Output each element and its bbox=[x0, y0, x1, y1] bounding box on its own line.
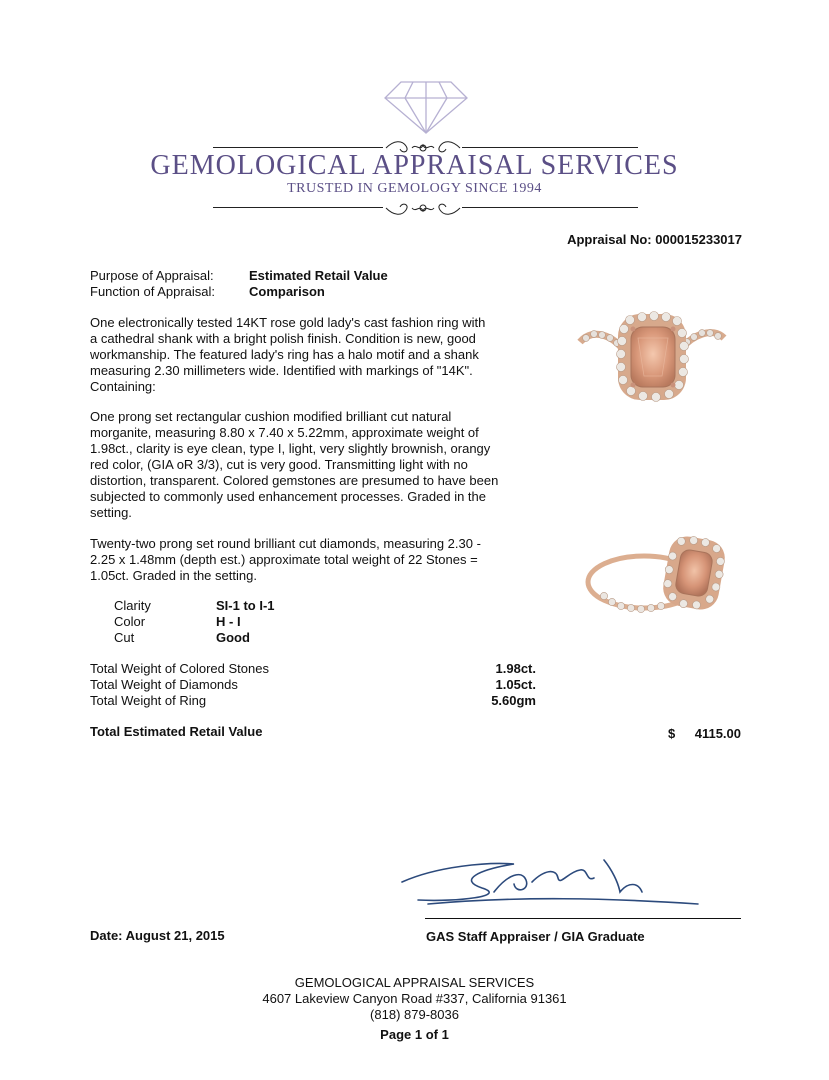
total-value-ring: 5.60gm bbox=[491, 693, 536, 708]
footer-address: 4607 Lakeview Canyon Road #337, California 91361 bbox=[262, 991, 567, 1006]
logo bbox=[0, 78, 829, 218]
grade-value-cut: Good bbox=[216, 630, 250, 645]
appraisal-no-value: 000015233017 bbox=[655, 232, 742, 247]
description-diamonds: Twenty-two prong set round brilliant cut diamonds, measuring 2.30 - 2.25 x 1.48mm (depth est.) approximate total weight of 22 Stones = 1.05ct. Graded in the setting. bbox=[90, 536, 481, 583]
page-number: Page 1 of 1 bbox=[380, 1027, 449, 1042]
purpose-label: Purpose of Appraisal: bbox=[90, 268, 214, 283]
appraiser-signature bbox=[398, 852, 718, 918]
ring-photo-angle-view bbox=[574, 524, 729, 634]
appraisal-date: Date: August 21, 2015 bbox=[90, 928, 225, 943]
logo-rule-bottom-right bbox=[462, 207, 638, 208]
total-value-colored-stones: 1.98ct. bbox=[495, 661, 536, 676]
appraisal-number bbox=[567, 232, 742, 248]
retail-value-label: Total Estimated Retail Value bbox=[90, 724, 263, 739]
total-label-ring: Total Weight of Ring bbox=[90, 693, 207, 708]
retail-value-amount: 4115.00 bbox=[694, 726, 741, 741]
grade-label-cut: Cut bbox=[114, 630, 135, 645]
appraiser-title: GAS Staff Appraiser / GIA Graduate bbox=[426, 929, 645, 944]
function-value: Comparison bbox=[249, 284, 325, 299]
company-tagline: TRUSTED IN GEMOLOGY SINCE 1994 bbox=[287, 181, 542, 196]
total-label-diamonds: Total Weight of Diamonds bbox=[90, 677, 238, 692]
retail-currency: $ bbox=[668, 726, 676, 741]
grade-value-color: H - I bbox=[216, 614, 241, 629]
logo-rule-top-left bbox=[213, 147, 383, 148]
description-ring: One electronically tested 14KT rose gold lady's cast fashion ring with a cathedral shank with a bright polish finish. Condition is new, good workmanship. The featured lady's ring has a halo motif and a shank measuring 2.30 millimeters wide. Identified with markings of "14K". Containing: bbox=[90, 315, 486, 394]
flourish-bottom-icon bbox=[384, 198, 462, 218]
ring-photo-top-view bbox=[574, 298, 729, 416]
signature-line bbox=[425, 918, 741, 919]
function-label: Function of Appraisal: bbox=[90, 284, 216, 299]
total-value-diamonds: 1.05ct. bbox=[495, 677, 536, 692]
appraisal-no-label: Appraisal No: bbox=[567, 232, 652, 247]
grade-label-color: Color bbox=[114, 614, 146, 629]
grade-value-clarity: SI-1 to I-1 bbox=[216, 598, 275, 613]
footer-phone: (818) 879-8036 bbox=[370, 1007, 459, 1022]
footer-company: GEMOLOGICAL APPRAISAL SERVICES bbox=[294, 975, 535, 990]
diamond-logo-icon bbox=[381, 78, 471, 136]
grade-label-clarity: Clarity bbox=[114, 598, 151, 613]
company-name: GEMOLOGICAL APPRAISAL SERVICES bbox=[150, 150, 679, 181]
logo-rule-bottom-left bbox=[213, 207, 383, 208]
logo-rule-top-right bbox=[462, 147, 638, 148]
total-label-colored-stones: Total Weight of Colored Stones bbox=[90, 661, 269, 676]
purpose-value: Estimated Retail Value bbox=[249, 268, 388, 283]
description-morganite: One prong set rectangular cushion modified brilliant cut natural morganite, measuring 8.80 x 7.40 x 5.22mm, approximate weight of 1.98ct., clarity is eye clean, type I, light, very slightly brownish, orangy red color, (GIA oR 3/3), cut is very good. Transmitting light with no distortion, transparent. Colored gemstones are presumed to have been subjected to commonly used enhancement processes. Graded in the setting. bbox=[90, 409, 499, 520]
